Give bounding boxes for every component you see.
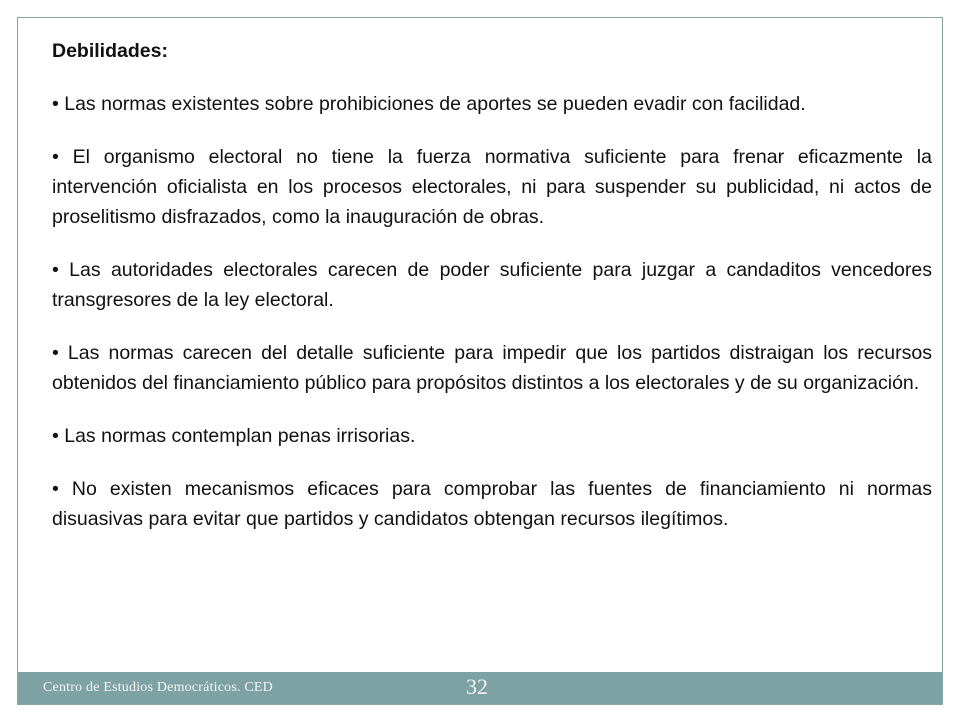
bullet-item: • No existen mecanismos eficaces para comprobar las fuentes de financiamiento ni normas disuasivas para evitar que partidos y candidatos obtengan recursos ilegítimos. <box>52 478 932 530</box>
footer-organization: Centro de Estudios Democráticos. CED <box>43 680 273 695</box>
page-number: 32 <box>466 674 488 699</box>
slide-content <box>52 36 932 534</box>
bullet-item: • El organismo electoral no tiene la fuerza normativa suficiente para frenar eficazmente la intervención oficialista en los procesos electorales, ni para suspender su publicidad, ni actos de proselitismo disfrazados, como la inauguración de obras. <box>52 146 932 228</box>
slide <box>17 17 943 705</box>
bullet-item: • Las normas carecen del detalle suficiente para impedir que los partidos distraigan los recursos obtenidos del financiamiento público para propósitos distintos a los electorales y de su organización. <box>52 342 932 394</box>
bullet-item: • Las normas contemplan penas irrisorias. <box>52 425 416 447</box>
bullet-item: • Las autoridades electorales carecen de poder suficiente para juzgar a candaditos vencedores transgresores de la ley electoral. <box>52 259 932 311</box>
section-heading: Debilidades: <box>52 40 168 62</box>
footer-bar <box>18 672 942 704</box>
bullet-item: • Las normas existentes sobre prohibiciones de aportes se pueden evadir con facilidad. <box>52 93 806 115</box>
